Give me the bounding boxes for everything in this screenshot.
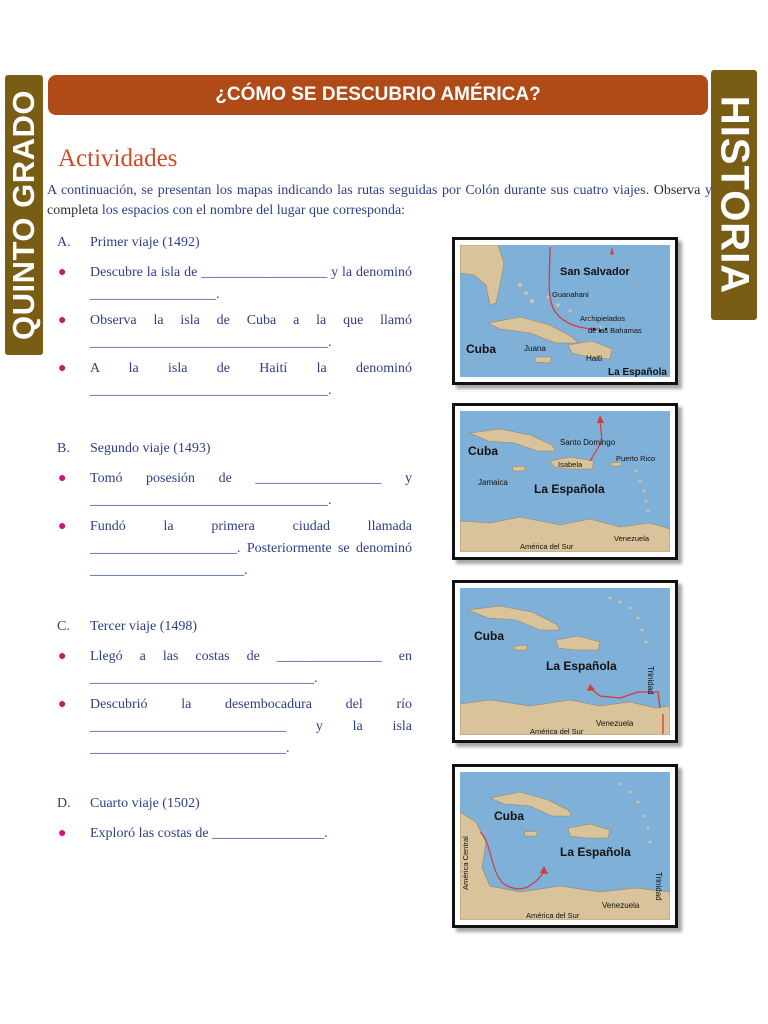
label-venezuela: Venezuela [596,719,634,728]
intro-line1: A continuación, se presentan los mapas indicando las rutas seguidas por Colón durante sus cuatro viajes. [47,183,650,198]
question-item[interactable] [57,358,412,402]
section-title: Segundo viaje (1493) [90,441,211,456]
label-trinidad: Trinidad [654,872,663,901]
section-title: Cuarto viaje (1502) [90,796,200,811]
label-guanahani: Guanahani [552,290,589,299]
section-second-voyage [57,441,412,582]
section-header [57,796,412,816]
section-title: Primer viaje (1492) [90,235,200,250]
bullet-icon: ● [58,826,67,841]
grade-banner [5,75,43,355]
subject-banner [711,70,757,320]
section-letter: C. [57,619,70,634]
section-third-voyage [57,619,412,760]
label-america-sur: América del Sur [526,911,580,920]
label-haiti: Haiti [586,354,603,363]
map-first-voyage [452,237,678,385]
intro-observa: Observa [653,183,701,198]
intro-text [47,181,712,221]
label-santo-domingo: Santo Domingo [560,438,616,447]
section-letter: B. [57,441,70,456]
question-item[interactable] [57,516,412,582]
question-text: Llegó a las costas de _______________ en ________________________________. [90,649,412,686]
section-title: Tercer viaje (1498) [90,619,198,634]
label-america-central: América Central [461,836,470,890]
label-venezuela: Venezuela [602,901,640,910]
label-la-espanola: La Española [534,482,605,496]
section-header [57,619,412,639]
bullet-icon: ● [58,265,67,280]
question-text: Tomó posesión de __________________ y __________________________________. [90,471,412,508]
question-item[interactable] [57,694,412,760]
map-third-voyage [452,580,678,743]
caribbean-map-3 [460,588,670,735]
intro-completa: completa [47,203,99,218]
question-text: Descubrió la desembocadura del río ____________________________ y la isla ____________________________. [90,697,412,756]
intro-y: y [700,183,713,198]
label-isabela: Isabela [558,460,583,469]
question-item[interactable] [57,468,412,512]
question-text: Fundó la primera ciudad llamada _____________________. Posteriormente se denominó ______________________. [90,519,412,578]
question-item[interactable] [57,646,412,690]
bullet-icon: ● [58,519,67,534]
bullet-icon: ● [58,697,67,712]
label-cuba: Cuba [466,342,496,356]
map-fourth-voyage [452,764,678,928]
question-text: A la isla de Haití la denominó __________________________________. [90,361,412,398]
label-america-sur: América del Sur [530,727,584,735]
activities-heading: Actividades [58,145,178,172]
label-la-espanola: La Española [546,659,617,673]
section-header [57,441,412,461]
question-text: Descubre la isla de __________________ y la denominó __________________. [90,265,412,302]
label-juana: Juana [524,344,546,353]
question-item[interactable] [57,262,412,306]
label-america-sur: América del Sur [520,542,574,551]
question-text: Observa la isla de Cuba a la que llamó __________________________________. [90,313,412,350]
label-archipielago-2: de las Bahamas [588,326,642,335]
label-jamaica: Jamaica [478,478,508,487]
bullet-icon: ● [58,361,67,376]
grade-label: QUINTO GRADO [6,90,41,340]
label-san-salvador: San Salvador [560,266,630,278]
caribbean-map-2 [460,411,670,552]
label-cuba: Cuba [468,444,498,458]
label-venezuela: Venezuela [614,534,650,543]
label-la-espanola: La Española [608,367,667,377]
bullet-icon: ● [58,471,67,486]
question-text: Exploró las costas de ________________. [90,826,328,841]
label-cuba: Cuba [494,809,524,823]
map-second-voyage [452,403,678,560]
intro-rest: los espacios con el nombre del lugar que corresponda: [98,203,406,218]
section-first-voyage [57,235,412,402]
label-la-espanola: La Española [560,845,631,859]
caribbean-map-4 [460,772,670,920]
section-header [57,235,412,255]
question-item[interactable] [57,310,412,354]
question-item[interactable] [57,823,412,845]
subject-label: HISTORIA [712,95,757,295]
section-letter: A. [57,235,71,250]
bullet-icon: ● [58,649,67,664]
bullet-icon: ● [58,313,67,328]
label-archipielago-1: Archipielados [580,314,626,323]
section-fourth-voyage [57,796,412,845]
label-puerto-rico: Puerto Rico [616,454,656,463]
label-cuba: Cuba [474,629,504,643]
label-trinidad: Trinidad [646,666,655,695]
caribbean-map-1 [460,245,670,377]
section-letter: D. [57,796,71,811]
page-title: ¿CÓMO SE DESCUBRIO AMÉRICA? [48,75,708,115]
